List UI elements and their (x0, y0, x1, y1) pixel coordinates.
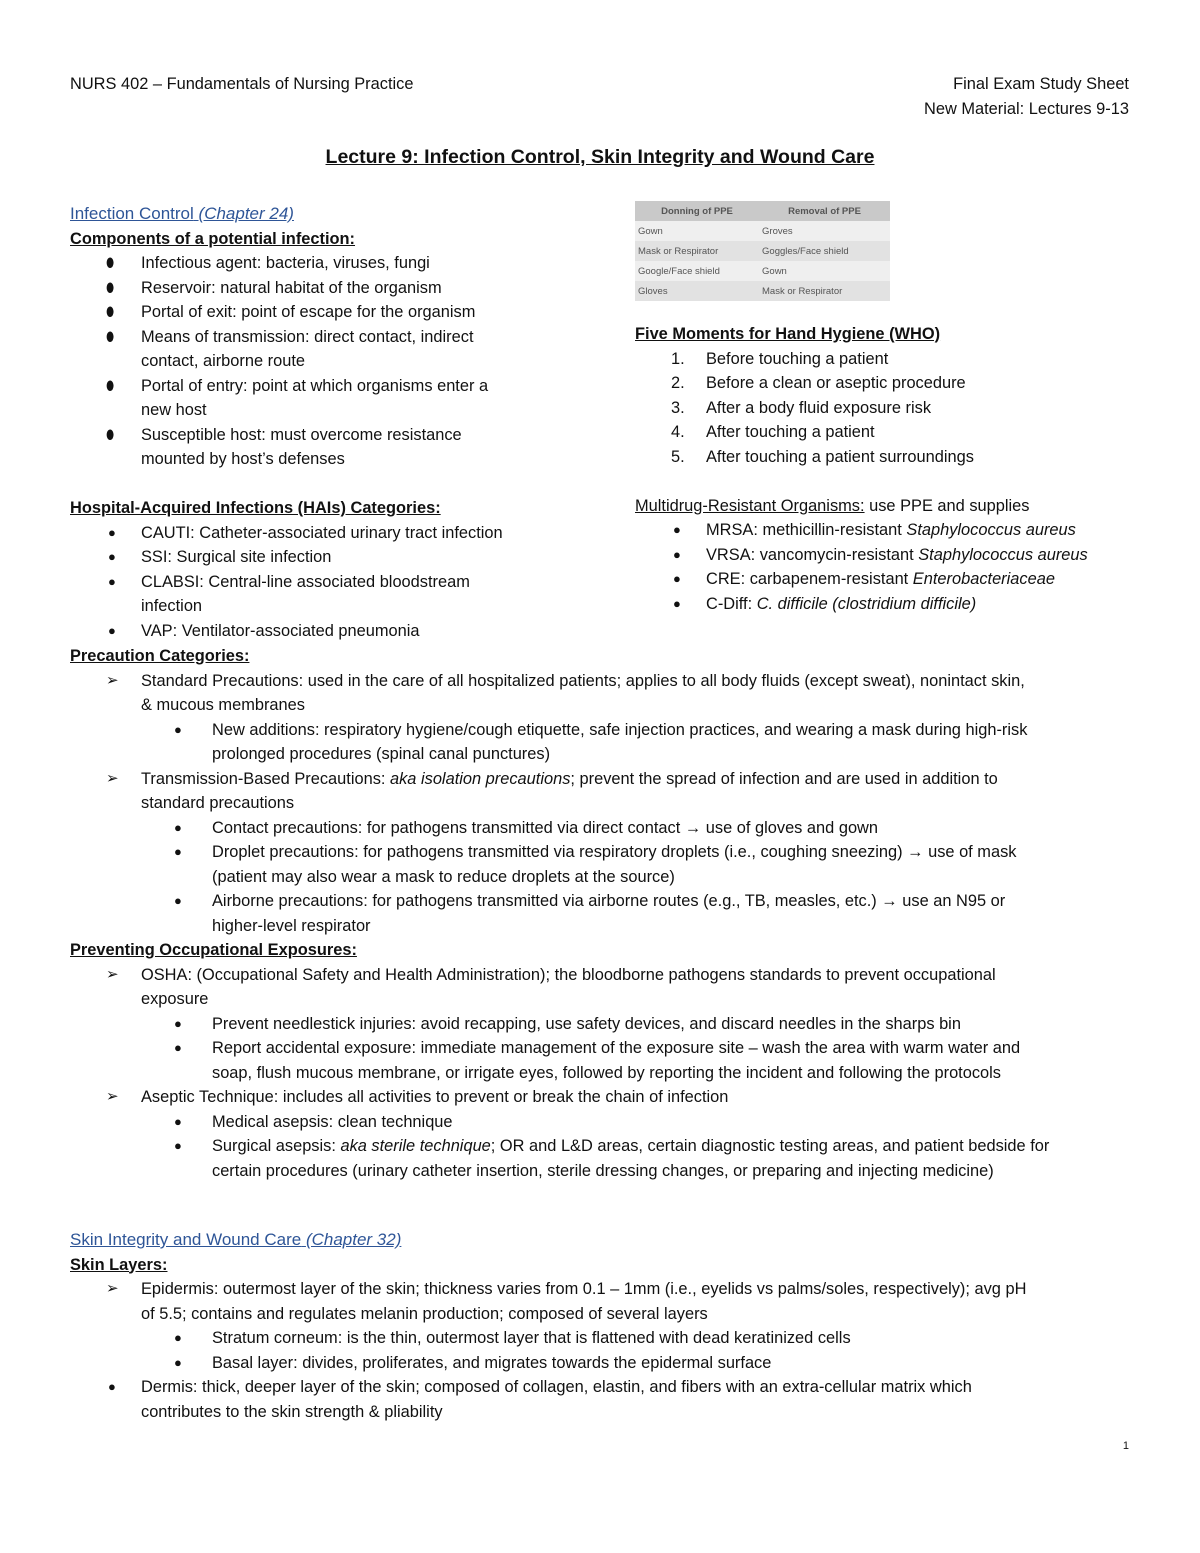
airborne-line-2: higher-level respirator (212, 916, 371, 935)
table-cell: Gown (759, 261, 890, 281)
hai-line: CAUTI: Catheter-associated urinary tract infection (141, 523, 503, 542)
bullet-icon: ● (108, 524, 116, 540)
hai-list (70, 521, 610, 644)
surgical-desc: ; OR and L&D areas, certain diagnostic testing areas, and patient bedside for (490, 1137, 1050, 1155)
hand-hygiene-text: After a body fluid exposure risk (706, 398, 932, 417)
mdro-line (706, 518, 1135, 543)
epidermis-item (70, 1277, 1135, 1326)
bullet-icon: ⬮ (106, 377, 115, 393)
mdro-item (635, 518, 1135, 543)
table-cell: Mask or Respirator (759, 281, 890, 301)
basal-layer-line: Basal layer: divides, proliferates, and migrates towards the epidermal surface (212, 1353, 772, 1372)
transmission-desc: ; prevent the spread of infection and are used in addition to (570, 769, 998, 788)
component-item (70, 325, 610, 374)
hand-hygiene-text: Before a clean or aseptic procedure (706, 374, 966, 392)
bullet-icon: ⬮ (106, 255, 115, 270)
table-row (635, 221, 890, 241)
mdro-label: MRSA: methicillin-resistant (706, 521, 907, 539)
hand-hygiene-item (635, 396, 1135, 421)
mdro-heading: Multidrug-Resistant Organisms: (635, 496, 865, 515)
component-line: Infectious agent: bacteria, viruses, fungi (141, 254, 430, 272)
bullet-icon: ● (174, 1113, 182, 1129)
airborne-line-1: Airborne precautions: for pathogens transmitted via airborne routes (e.g., TB, measles, etc.) → use an N95 or (212, 892, 1006, 910)
components-heading: Components of a potential infection: (70, 229, 356, 248)
bullet-icon: ● (174, 1330, 182, 1345)
medical-asepsis-line: Medical asepsis: clean technique (212, 1112, 453, 1131)
component-line: new host (141, 401, 207, 419)
bullet-icon: ● (108, 549, 116, 564)
precaution-section (70, 644, 1135, 1183)
hand-hygiene-item (635, 420, 1135, 445)
component-line: mounted by host’s defenses (141, 450, 345, 468)
standard-line-2: & mucous membranes (141, 696, 305, 714)
component-line: Susceptible host: must overcome resistance (141, 425, 462, 444)
organism-name: C. difficile (756, 594, 828, 613)
ppe-header-removal: Removal of PPE (759, 201, 890, 221)
stratum-corneum-line: Stratum corneum: is the thin, outermost layer that is flattened with dead keratinized cells (212, 1329, 851, 1347)
contact-precautions-item (70, 816, 1135, 841)
component-item (70, 423, 610, 472)
mdro-line (706, 567, 1135, 592)
sheet-title: Final Exam Study Sheet (953, 75, 1129, 93)
bullet-icon: ● (174, 1354, 182, 1370)
new-additions-line-2: prolonged procedures (spinal canal punctures) (212, 745, 551, 763)
table-row (635, 281, 890, 301)
hand-hygiene-item (635, 445, 1135, 470)
arrow-bullet-icon: ➢ (106, 671, 119, 689)
hai-line: VAP: Ventilator-associated pneumonia (141, 621, 420, 640)
skin-heading (70, 1228, 1135, 1253)
component-line: Portal of exit: point of escape for the organism (141, 303, 476, 321)
organism-name: Enterobacteriaceae (912, 570, 1055, 588)
ppe-header-donning: Donning of PPE (635, 201, 759, 221)
bullet-icon: ● (673, 571, 681, 586)
component-item (70, 300, 610, 325)
skin-chapter: (Chapter 32) (305, 1230, 402, 1249)
component-item (70, 374, 610, 423)
dermis-line-2: contributes to the skin strength & pliability (141, 1402, 443, 1421)
page-number: 1 (1122, 1440, 1129, 1452)
table-cell: Google/Face shield (635, 261, 759, 281)
component-line: contact, airborne route (141, 352, 306, 370)
contact-line: Contact precautions: for pathogens transmitted via direct contact → use of gloves and gown (212, 818, 879, 837)
component-item (70, 251, 610, 276)
osha-item (70, 963, 1135, 1012)
mdro-item (635, 592, 1135, 617)
list-number: 5. (671, 447, 685, 466)
ppe-table (635, 201, 890, 301)
mdro-label: CRE: carbapenem-resistant (706, 570, 913, 588)
bullet-icon: ● (108, 622, 116, 638)
dermis-item (70, 1375, 1135, 1424)
transmission-line-2: standard precautions (141, 794, 295, 812)
osha-line-2: exposure (141, 990, 209, 1008)
osha-line-1: OSHA: (Occupational Safety and Health Administration); the bloodborne pathogens standards to prevent occupational (141, 965, 996, 984)
skin-heading-text: Skin Integrity and Wound Care (70, 1230, 302, 1249)
components-list (70, 251, 610, 472)
transmission-aka: aka isolation precautions (390, 769, 571, 788)
table-cell: Gloves (635, 281, 759, 301)
hai-item (70, 521, 610, 546)
droplet-line-1: Droplet precautions: for pathogens transmitted via respiratory droplets (i.e., coughing sneezing) → use of mask (212, 843, 1017, 861)
medical-asepsis-item (70, 1110, 1135, 1135)
lecture-title: Lecture 9: Infection Control, Skin Integrity and Wound Care (325, 146, 875, 168)
dermis-line-1: Dermis: thick, deeper layer of the skin; composed of collagen, elastin, and fibers with an extra-cellular matrix which (141, 1378, 972, 1396)
bullet-icon: ⬮ (106, 304, 115, 319)
list-number: 4. (671, 423, 685, 441)
mdro-item (635, 543, 1135, 568)
component-line: Means of transmission: direct contact, indirect (141, 327, 474, 346)
mdro-line (706, 543, 1135, 568)
epidermis-line-1: Epidermis: outermost layer of the skin; thickness varies from 0.1 – 1mm (i.e., eyelids vs palms/soles, respectively); avg pH (141, 1280, 1027, 1298)
bullet-icon: ● (673, 522, 681, 537)
mdro-item (635, 567, 1135, 592)
arrow-bullet-icon: ➢ (106, 965, 119, 983)
right-column (635, 322, 1135, 616)
hand-hygiene-heading: Five Moments for Hand Hygiene (WHO) (635, 325, 941, 343)
infection-chapter: (Chapter 24) (198, 204, 294, 223)
hand-hygiene-item (635, 347, 1135, 372)
bullet-icon: ⬮ (106, 328, 115, 344)
mdro-list (635, 518, 1135, 616)
hai-item (70, 619, 610, 644)
new-additions-item (70, 718, 1135, 767)
table-row (635, 241, 890, 261)
list-number: 2. (671, 374, 685, 392)
hand-hygiene-text: Before touching a patient (706, 349, 889, 368)
bullet-icon: ● (174, 819, 182, 835)
arrow-bullet-icon: ➢ (106, 769, 119, 787)
organism-note: (clostridium difficile) (827, 594, 977, 613)
organism-name: Staphylococcus aureus (906, 521, 1076, 539)
arrow-bullet-icon: ➢ (106, 1088, 119, 1105)
airborne-precautions-item (70, 889, 1135, 938)
skin-section (70, 1228, 1135, 1424)
bullet-icon: ● (108, 1379, 116, 1394)
mdro-heading-suffix: use PPE and supplies (864, 496, 1030, 515)
report-line-2: soap, flush mucous membrane, or irrigate eyes, followed by reporting the incident and following the protocols (212, 1063, 1001, 1082)
list-number: 3. (671, 398, 685, 417)
bullet-icon: ⬮ (106, 279, 115, 295)
transmission-precautions-item (70, 767, 1135, 816)
hand-hygiene-text: After touching a patient (706, 423, 875, 441)
bullet-icon: ● (174, 721, 182, 737)
table-row (635, 261, 890, 281)
hai-item (70, 570, 610, 619)
droplet-line-2: (patient may also wear a mask to reduce droplets at the source) (212, 867, 675, 886)
sheet-header (924, 72, 1129, 121)
bullet-icon: ● (673, 595, 681, 611)
table-cell: Groves (759, 221, 890, 241)
hai-line: infection (141, 597, 203, 615)
bullet-icon: ● (174, 1015, 182, 1031)
hand-hygiene-text: After touching a patient surroundings (706, 447, 974, 466)
occupational-heading: Preventing Occupational Exposures: (70, 941, 357, 959)
report-line-1: Report accidental exposure: immediate management of the exposure site – wash the area with warm water and (212, 1039, 1021, 1057)
droplet-precautions-item (70, 840, 1135, 889)
mdro-heading-line (635, 494, 1135, 519)
infection-control-heading (70, 202, 610, 227)
mdro-label: VRSA: vancomycin-resistant (706, 545, 919, 564)
surgical-line-1 (212, 1134, 1135, 1159)
component-item (70, 276, 610, 301)
surgical-asepsis-item (70, 1134, 1135, 1183)
table-cell: Goggles/Face shield (759, 241, 890, 261)
hand-hygiene-item (635, 371, 1135, 396)
component-line: Reservoir: natural habitat of the organism (141, 278, 442, 297)
table-cell: Mask or Respirator (635, 241, 759, 261)
skin-layers-heading: Skin Layers: (70, 1255, 168, 1274)
hai-item (70, 545, 610, 570)
hai-line: CLABSI: Central-line associated bloodstream (141, 572, 470, 591)
bullet-icon: ● (108, 573, 116, 589)
bullet-icon: ⬮ (106, 426, 115, 442)
course-title: NURS 402 – Fundamentals of Nursing Practice (70, 75, 414, 93)
new-additions-line-1: New additions: respiratory hygiene/cough etiquette, safe injection practices, and wearing a mask during high-risk (212, 720, 1028, 739)
table-cell: Gown (635, 221, 759, 241)
stratum-corneum-item (70, 1326, 1135, 1351)
bullet-icon: ● (174, 844, 182, 859)
bullet-icon: ● (174, 1040, 182, 1055)
aseptic-line: Aseptic Technique: includes all activities to prevent or break the chain of infection (141, 1088, 729, 1106)
needlestick-line: Prevent needlestick injuries: avoid recapping, use safety devices, and discard needles in the sharps bin (212, 1014, 961, 1033)
standard-line-1: Standard Precautions: used in the care of all hospitalized patients; applies to all body fluids (except sweat), nonintact skin, (141, 671, 1025, 690)
aseptic-item (70, 1085, 1135, 1110)
surgical-aka: aka sterile technique (340, 1137, 491, 1155)
epidermis-line-2: of 5.5; contains and regulates melanin production; composed of several layers (141, 1304, 708, 1323)
surgical-line-2: certain procedures (urinary catheter insertion, sterile dressing changes, or preparing and injecting medicine) (212, 1161, 994, 1180)
infection-heading-text: Infection Control (70, 204, 194, 223)
bullet-icon: ● (174, 1138, 182, 1153)
bullet-icon: ● (174, 893, 182, 908)
organism-name: Staphylococcus aureus (918, 545, 1088, 564)
mdro-label: C-Diff: (706, 594, 757, 613)
hai-line: SSI: Surgical site infection (141, 548, 332, 566)
material-range: New Material: Lectures 9-13 (924, 99, 1129, 118)
component-line: Portal of entry: point at which organisms enter a (141, 376, 489, 395)
report-exposure-item (70, 1036, 1135, 1085)
infection-control-section (70, 202, 610, 643)
surgical-label: Surgical asepsis: (212, 1137, 341, 1155)
mdro-line (706, 592, 1135, 617)
needlestick-item (70, 1012, 1135, 1037)
transmission-line-1 (141, 767, 1135, 792)
hai-heading: Hospital-Acquired Infections (HAIs) Categories: (70, 499, 441, 517)
list-number: 1. (671, 349, 685, 368)
standard-precautions-item (70, 669, 1135, 718)
basal-layer-item (70, 1351, 1135, 1376)
bullet-icon: ● (673, 546, 681, 562)
arrow-bullet-icon: ➢ (106, 1280, 119, 1297)
hand-hygiene-list (635, 347, 1135, 470)
precaution-heading: Precaution Categories: (70, 647, 250, 665)
transmission-label: Transmission-Based Precautions: (141, 769, 390, 788)
